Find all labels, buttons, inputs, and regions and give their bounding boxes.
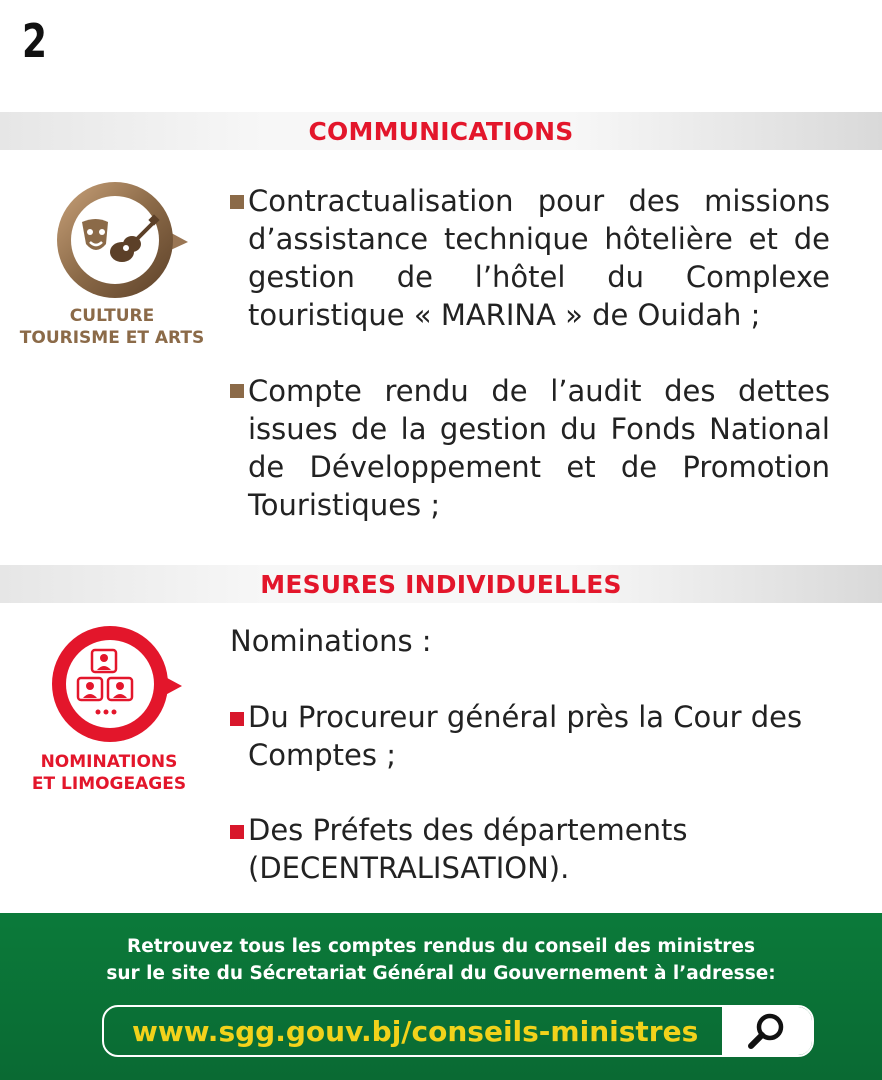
search-button[interactable] [722,1007,812,1055]
nominations-badge [46,624,186,744]
footer-line2: sur le site du Sécretariat Général du Gouvernement à l’adresse: [106,963,776,984]
page-number: 2 [22,14,47,68]
footer-banner [0,913,882,1080]
nomination-item: Du Procureur général près la Cour des Comptes ; [248,700,803,772]
nomination-item: Des Préfets des départements (DECENTRALISATION). [248,813,688,885]
section-title: MESURES INDIVIDUELLES [260,569,622,599]
culture-badge-label [0,305,224,349]
website-link[interactable]: www.sgg.gouv.bj/conseils-ministres [132,1015,699,1048]
bullet-square-icon [230,384,244,398]
nominations-badge-label [0,751,218,795]
people-nomination-icon [46,624,186,744]
nominations-label-line2: ET LIMOGEAGES [31,774,187,794]
bullet-square-icon [230,712,244,726]
communication-item: Compte rendu de l’audit des dettes issues de la gestion du Fonds National de Développement et de Promotion Touristiques ; [248,374,830,522]
search-icon [746,1010,788,1052]
culture-label-line2: TOURISME ET ARTS [19,328,205,348]
bullet-square-icon [230,825,244,839]
section-title: COMMUNICATIONS [308,116,574,146]
nominations-label-line1: NOMINATIONS [40,752,178,772]
section-header-communications [0,112,882,150]
culture-label-line1: CULTURE [69,306,155,326]
culture-badge [50,180,190,300]
url-box[interactable] [102,1005,814,1057]
nominations-heading: Nominations : [230,624,432,658]
theater-masks-guitar-icon [50,180,190,300]
communication-item: Contractualisation pour des missions d’assistance technique hôtelière et de gestion de l’hôtel du Complexe touristique « MARINA » de Ouidah ; [248,184,830,332]
section-header-mesures [0,565,882,603]
footer-line1: Retrouvez tous les comptes rendus du conseil des ministres [126,936,755,957]
bullet-square-icon [230,195,244,209]
